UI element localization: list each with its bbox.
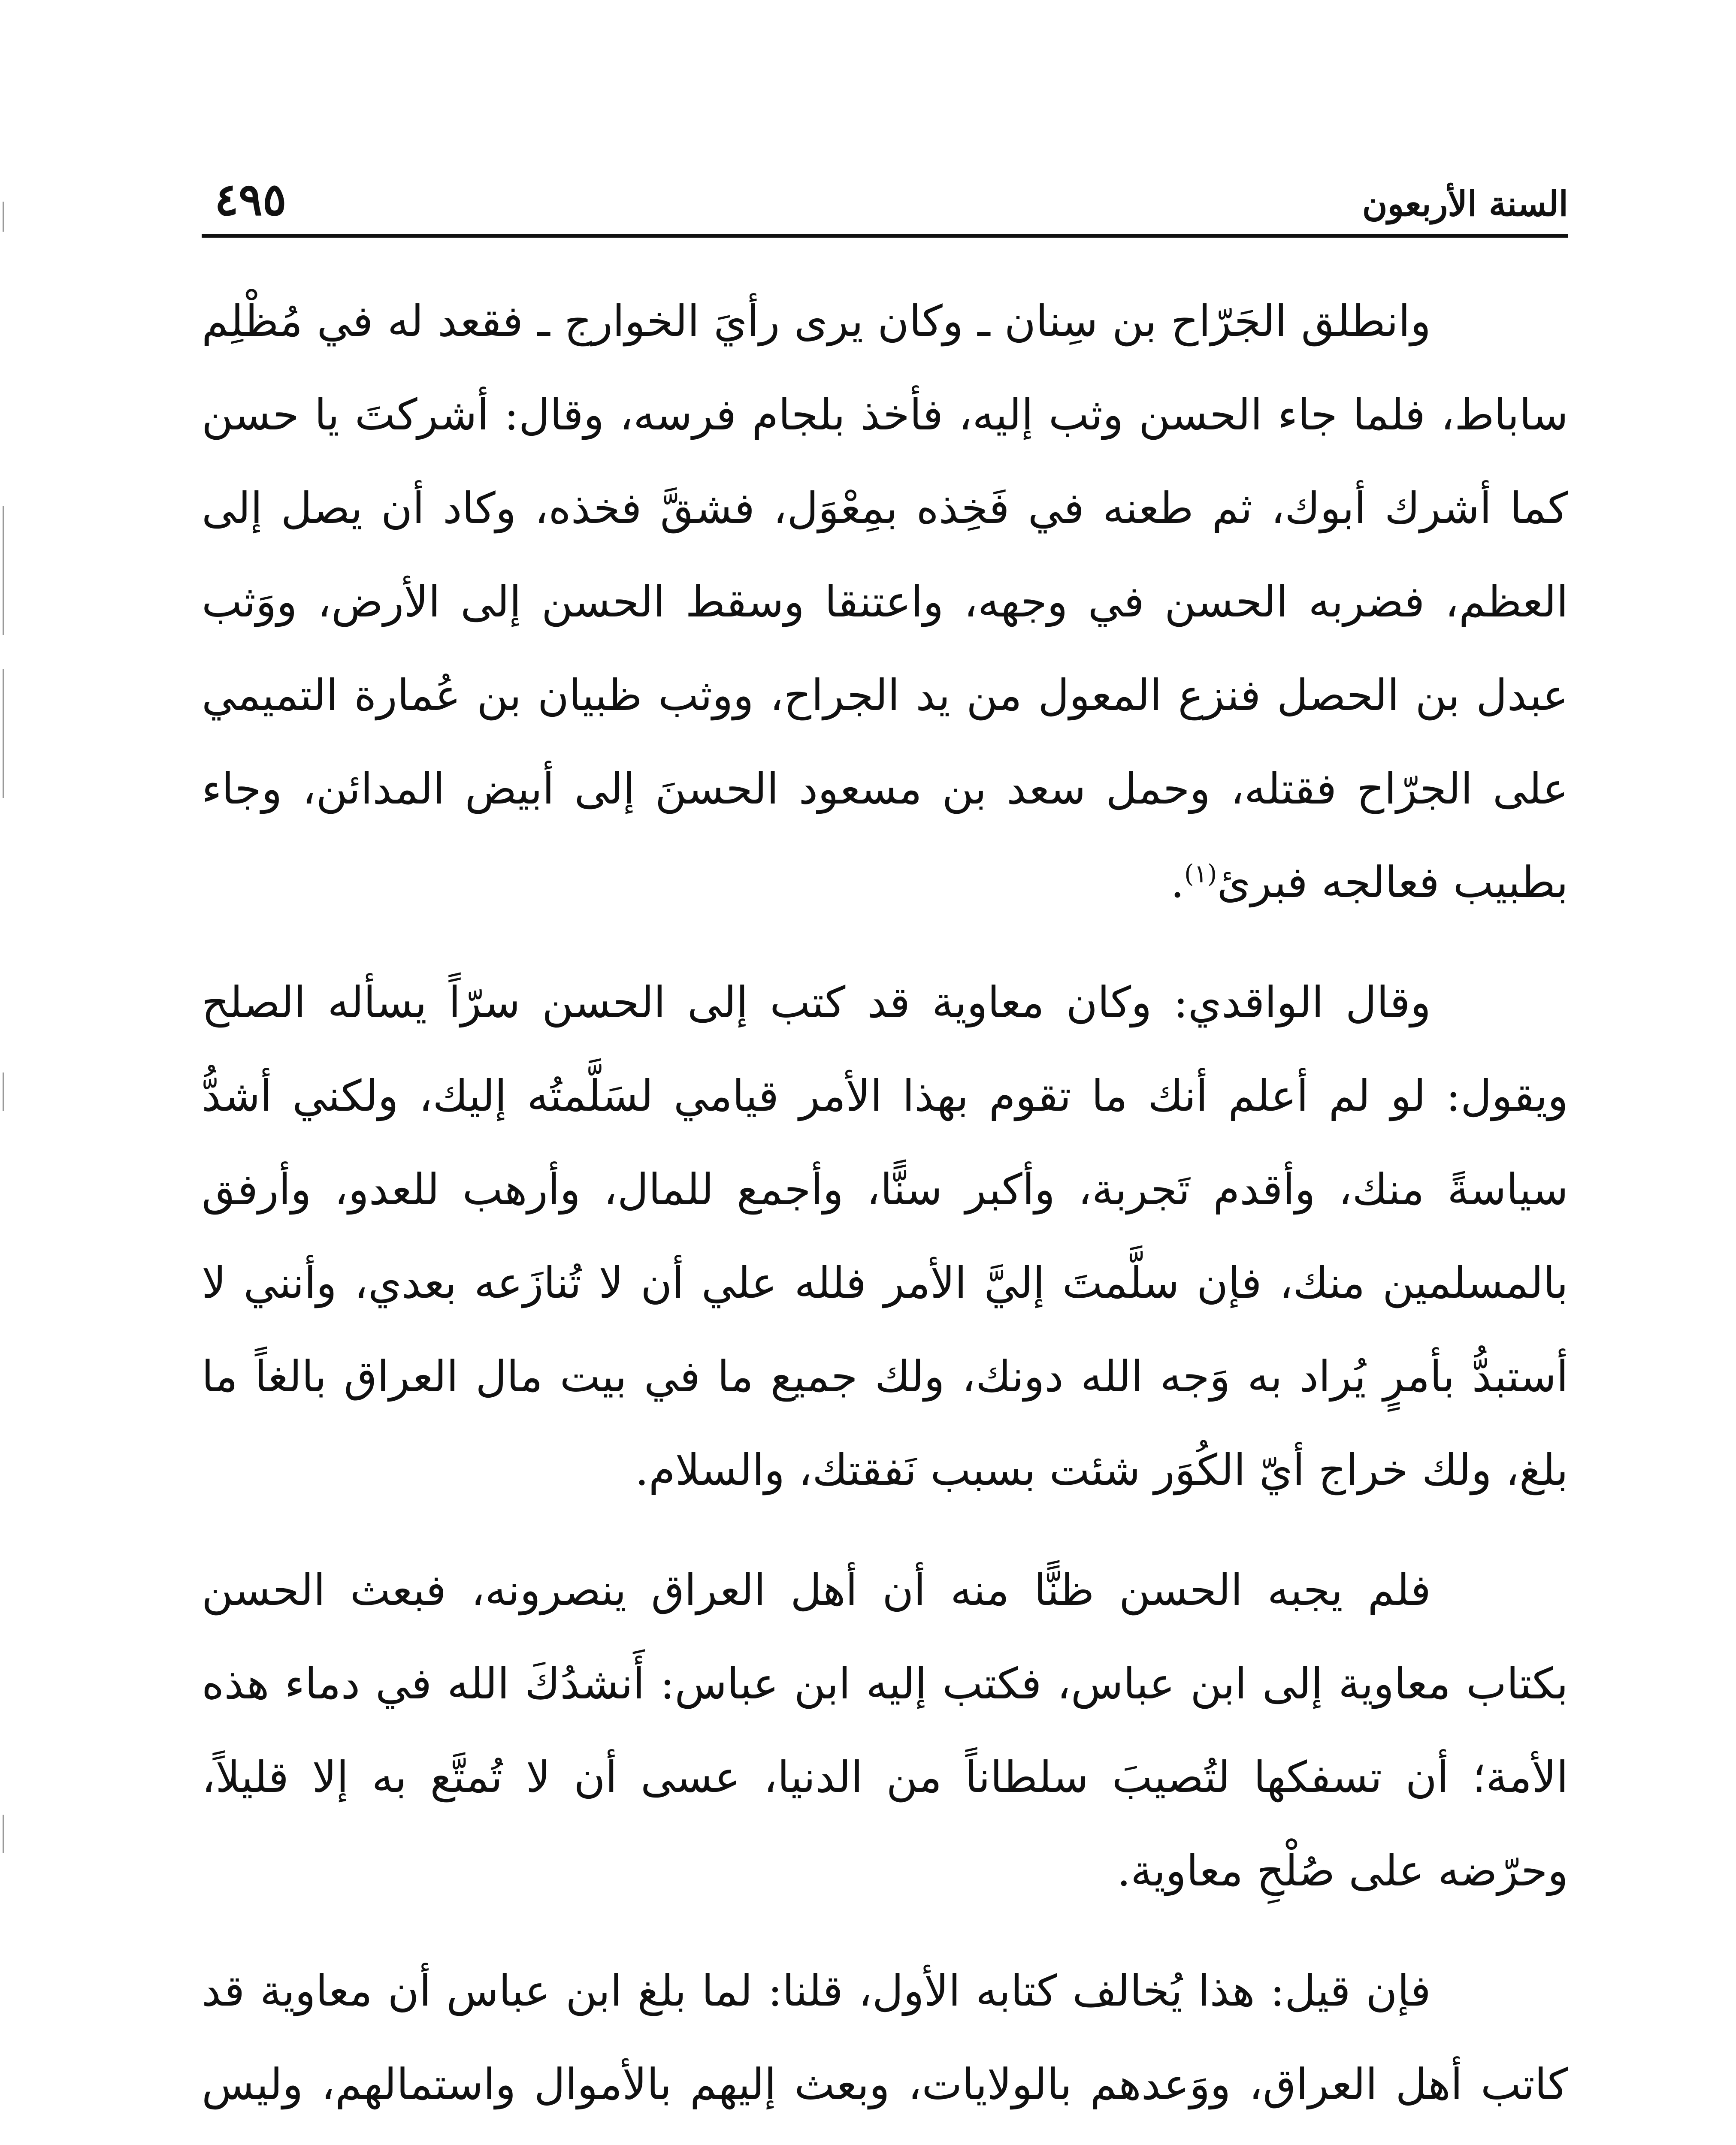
- paragraph-text: وقال الواقدي: وكان معاوية قد كتب إلى الحسن سرّاً يسأله الصلح ويقول: لو لم أعلم أنك ما تقوم بهذا الأمر قيامي لسَلَّمتُه إليك، ولكني أشدُّ سياسةً منك، وأقدم تَجربة، وأكبر سنًّا، وأجمع للمال، وأرهب للعدو، وأرفق بالمسلمين منك، فإن سلَّمتَ إليَّ الأمر فلله علي أن لا تُنازَعه بعدي، وأنني لا أستبدُّ بأمرٍ يُراد به وَجه الله دونك، ولك جميع ما في بيت مال العراق بالغاً ما بلغ، ولك خراج أيّ الكُوَر شئت بسبب نَفقتك، والسلام.: [202, 977, 1568, 1495]
- paragraph: [202, 1544, 1568, 1918]
- page-number: ٤٩٥: [215, 173, 287, 226]
- scan-edge-mark: [3, 506, 4, 635]
- running-title: السنة الأربعون: [1362, 184, 1568, 224]
- main-text: [202, 275, 1568, 2145]
- paragraph: [202, 956, 1568, 1517]
- page-header: [202, 165, 1568, 238]
- scan-edge-mark: [3, 669, 4, 798]
- paragraph: [202, 1944, 1568, 2145]
- scan-edge-mark: [3, 1815, 4, 1853]
- paragraph-tail: .: [1170, 857, 1184, 907]
- scan-edge-mark: [3, 1072, 4, 1111]
- paragraph-text: فلم يجبه الحسن ظنًّا منه أن أهل العراق ينصرونه، فبعث الحسن بكتاب معاوية إلى ابن عباس، فكتب إليه ابن عباس: أَنشدُكَ الله في دماء هذه الأمة؛ أن تسفكها لتُصيبَ سلطاناً من الدنيا، عسى أن لا تُمتَّع به إلا قليلاً، وحرّضه على صُلْحِ معاوية.: [202, 1565, 1568, 1896]
- paragraph: [202, 275, 1568, 929]
- paragraph-text: فإن قيل: هذا يُخالف كتابه الأول، قلنا: لما بلغ ابن عباس أن معاوية قد كاتب أهل العراق، ووَعدهم بالولايات، وبعث إليهم بالأموال واستمالهم، وليس: [202, 1966, 1568, 2109]
- footnote-reference: (١): [1184, 859, 1217, 888]
- paragraph-text: وانطلق الجَرّاح بن سِنان ـ وكان يرى رأيَ الخوارج ـ فقعد له في مُظْلِم ساباط، فلما جاء الحسن وثب إليه، فأخذ بلجام فرسه، وقال: أشركتَ يا حسن كما أشرك أبوك، ثم طعنه في فَخِذه بمِعْوَل، فشقَّ فخذه، وكاد أن يصل إلى العظم، فضربه الحسن في وجهه، واعتنقا وسقط الحسن إلى الأرض، ووَثب عبدل بن الحصل فنزع المعول من يد الجراح، ووثب ظبيان بن عُمارة التميمي على الجرّاح فقتله، وحمل سعد بن مسعود الحسنَ إلى أبيض المدائن، وجاء بطبيب فعالجه فبرئ: [202, 296, 1569, 907]
- scan-edge-mark: [3, 202, 4, 232]
